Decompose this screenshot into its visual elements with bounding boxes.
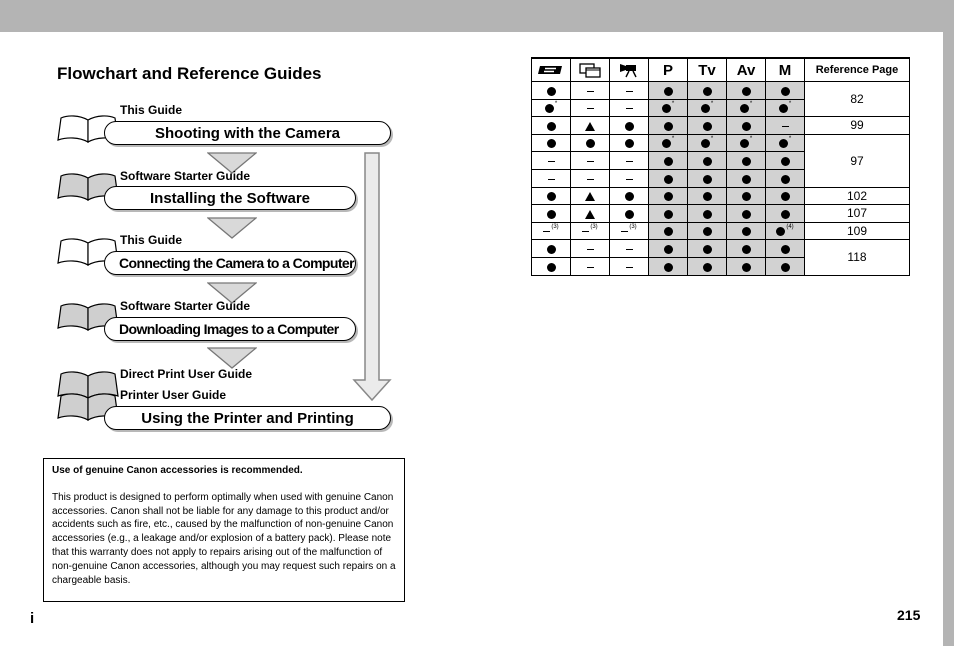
long-down-arrow <box>352 152 392 402</box>
table-cell <box>688 99 727 117</box>
table-cell <box>766 152 805 170</box>
mode-header <box>610 58 649 82</box>
table-cell <box>727 187 766 205</box>
table-row <box>532 134 910 152</box>
footnote-mark: * <box>788 136 792 143</box>
notice-body: This product is designed to perform optimally when used with genuine Canon accessories. Canon shall not be liable for any damage to this product and/or accidents such as fire, etc., caused by the malfunction of non-genuine Canon accessories (e.g., a leakage and/or explosion of a battery pack). Please note that this warranty does not apply to repairs arising out of the malfunction of non-genuine Canon accessories, although you may request such repairs on a chargeable basis. <box>52 491 396 586</box>
flow-step: Shooting with the Camera <box>104 121 391 145</box>
footnote-mark: * <box>671 100 675 107</box>
guide-label: This Guide <box>120 103 183 117</box>
available-dot-icon <box>625 122 634 131</box>
table-cell <box>688 187 727 205</box>
mode-letter: Tv <box>698 61 716 79</box>
table-cell <box>727 222 766 240</box>
available-dot-icon <box>701 139 710 148</box>
limited-triangle-icon <box>585 210 595 219</box>
reference-page-cell: 102 <box>805 187 910 205</box>
footnote-mark: * <box>710 100 714 107</box>
table-cell <box>766 240 805 258</box>
available-dot-icon <box>662 104 671 113</box>
page-title: Flowchart and Reference Guides <box>57 64 322 83</box>
table-row <box>532 187 910 205</box>
table-cell <box>649 117 688 135</box>
guide-label: Software Starter Guide <box>120 299 251 313</box>
available-dot-icon <box>742 192 751 201</box>
footnote-mark: * <box>788 100 792 107</box>
available-dot-icon <box>701 104 710 113</box>
available-dot-icon <box>703 87 712 96</box>
table-cell <box>766 187 805 205</box>
unavailable-dash-icon <box>587 161 594 162</box>
table-cell <box>610 257 649 275</box>
table-cell <box>532 240 571 258</box>
available-dot-icon <box>742 227 751 236</box>
table-cell <box>610 134 649 152</box>
available-dot-icon <box>742 263 751 272</box>
available-dot-icon <box>547 245 556 254</box>
available-dot-icon <box>664 157 673 166</box>
table-cell <box>688 169 727 187</box>
available-dot-icon <box>703 210 712 219</box>
available-dot-icon <box>742 175 751 184</box>
available-dot-icon <box>625 210 634 219</box>
available-dot-icon <box>703 157 712 166</box>
footnote-mark: (3) <box>590 224 598 231</box>
table-cell <box>610 152 649 170</box>
table-cell <box>649 240 688 258</box>
available-dot-icon <box>779 104 788 113</box>
limited-triangle-icon <box>585 122 595 131</box>
available-dot-icon <box>781 263 790 272</box>
available-dot-icon <box>664 245 673 254</box>
footnote-mark: * <box>749 136 753 143</box>
available-dot-icon <box>664 192 673 201</box>
unavailable-dash-icon <box>548 161 555 162</box>
table-cell <box>766 169 805 187</box>
table-cell <box>766 257 805 275</box>
available-dot-icon <box>664 210 673 219</box>
auto-mode-icon <box>537 62 565 76</box>
available-dot-icon <box>742 87 751 96</box>
unavailable-dash-icon <box>587 91 594 92</box>
table-cell <box>649 134 688 152</box>
reference-page-cell: 82 <box>805 82 910 117</box>
table-cell <box>610 205 649 223</box>
table-cell <box>727 117 766 135</box>
table-cell <box>727 99 766 117</box>
table-row <box>532 117 910 135</box>
unavailable-dash-icon <box>782 126 789 127</box>
table-cell <box>688 82 727 100</box>
available-dot-icon <box>781 87 790 96</box>
mode-header <box>649 58 688 82</box>
unavailable-dash-icon <box>626 249 633 250</box>
flow-step: Using the Printer and Printing <box>104 406 391 430</box>
available-dot-icon <box>740 104 749 113</box>
reference-page-cell: 99 <box>805 117 910 135</box>
page-letter: i <box>30 610 35 627</box>
table-cell <box>610 169 649 187</box>
flow-step: Connecting the Camera to a Computer <box>104 251 356 275</box>
table-cell <box>532 187 571 205</box>
table-cell <box>571 117 610 135</box>
table-cell <box>688 205 727 223</box>
table-cell <box>571 82 610 100</box>
available-dot-icon <box>742 122 751 131</box>
reference-table <box>531 57 910 276</box>
unavailable-dash-icon <box>626 161 633 162</box>
movie-icon <box>615 62 643 76</box>
available-dot-icon <box>547 87 556 96</box>
table-cell <box>688 117 727 135</box>
available-dot-icon <box>547 210 556 219</box>
available-dot-icon <box>740 139 749 148</box>
available-dot-icon <box>703 227 712 236</box>
available-dot-icon <box>703 245 712 254</box>
unavailable-dash-icon <box>626 91 633 92</box>
table-row <box>532 205 910 223</box>
footnote-mark: * <box>554 100 558 107</box>
table-cell <box>727 152 766 170</box>
table-cell <box>688 134 727 152</box>
table-cell <box>571 152 610 170</box>
table-cell <box>610 99 649 117</box>
table-cell <box>727 205 766 223</box>
footnote-mark: (4) <box>786 224 794 231</box>
table-cell <box>571 169 610 187</box>
table-cell <box>532 117 571 135</box>
table-cell <box>610 222 649 240</box>
table-cell <box>571 257 610 275</box>
footnote-mark: (3) <box>629 224 637 231</box>
table-cell <box>688 257 727 275</box>
table-cell <box>532 257 571 275</box>
table-cell <box>649 99 688 117</box>
unavailable-dash-icon <box>587 267 594 268</box>
available-dot-icon <box>742 245 751 254</box>
footnote-mark: * <box>749 100 753 107</box>
table-cell <box>610 240 649 258</box>
reference-page-cell: 118 <box>805 240 910 275</box>
unavailable-dash-icon <box>626 267 633 268</box>
mode-letter: P <box>662 61 673 79</box>
available-dot-icon <box>664 87 673 96</box>
table-cell <box>610 187 649 205</box>
reference-page-cell: 109 <box>805 222 910 240</box>
mode-header <box>532 58 571 82</box>
table-row <box>532 82 910 100</box>
available-dot-icon <box>625 192 634 201</box>
table-cell <box>532 99 571 117</box>
available-dot-icon <box>664 227 673 236</box>
unavailable-dash-icon <box>626 108 633 109</box>
table-cell <box>532 169 571 187</box>
unavailable-dash-icon <box>543 231 550 232</box>
table-row <box>532 240 910 258</box>
available-dot-icon <box>547 192 556 201</box>
table-header-row <box>532 58 910 82</box>
reference-page-header: Reference Page <box>805 58 910 82</box>
available-dot-icon <box>703 175 712 184</box>
guide-label: Printer User Guide <box>120 388 227 402</box>
stitch-assist-icon <box>576 62 604 76</box>
accessories-notice <box>43 458 405 602</box>
table-cell <box>649 257 688 275</box>
table-cell <box>571 187 610 205</box>
table-cell <box>649 222 688 240</box>
table-cell <box>688 222 727 240</box>
available-dot-icon <box>664 175 673 184</box>
available-dot-icon <box>664 263 673 272</box>
table-cell <box>571 99 610 117</box>
table-cell <box>571 222 610 240</box>
down-arrow-icon <box>207 347 257 369</box>
table-cell <box>649 152 688 170</box>
page-number: 215 <box>897 607 921 623</box>
table-cell <box>532 134 571 152</box>
available-dot-icon <box>742 210 751 219</box>
table-cell <box>766 134 805 152</box>
table-cell <box>571 240 610 258</box>
mode-header <box>727 58 766 82</box>
mode-header <box>766 58 805 82</box>
available-dot-icon <box>625 139 634 148</box>
mode-header <box>571 58 610 82</box>
notice-title: Use of genuine Canon accessories is recommended. <box>52 465 303 476</box>
table-cell <box>766 205 805 223</box>
mode-header <box>688 58 727 82</box>
available-dot-icon <box>779 139 788 148</box>
table-cell <box>532 152 571 170</box>
table-cell <box>649 187 688 205</box>
available-dot-icon <box>703 192 712 201</box>
guide-label: Direct Print User Guide <box>120 367 253 381</box>
table-cell <box>688 240 727 258</box>
available-dot-icon <box>664 122 673 131</box>
table-cell <box>727 257 766 275</box>
available-dot-icon <box>703 122 712 131</box>
footnote-mark: (3) <box>551 224 559 231</box>
table-cell <box>727 169 766 187</box>
available-dot-icon <box>742 157 751 166</box>
table-cell <box>532 82 571 100</box>
unavailable-dash-icon <box>548 179 555 180</box>
available-dot-icon <box>781 245 790 254</box>
unavailable-dash-icon <box>587 179 594 180</box>
table-cell <box>532 205 571 223</box>
table-cell <box>610 117 649 135</box>
available-dot-icon <box>781 175 790 184</box>
right-edge-bar <box>943 32 954 646</box>
unavailable-dash-icon <box>587 249 594 250</box>
reference-page-cell: 107 <box>805 205 910 223</box>
flow-step: Downloading Images to a Computer <box>104 317 356 341</box>
footnote-mark: * <box>710 136 714 143</box>
table-cell <box>649 205 688 223</box>
available-dot-icon <box>586 139 595 148</box>
table-cell <box>688 152 727 170</box>
available-dot-icon <box>547 139 556 148</box>
table-cell <box>532 222 571 240</box>
table-cell <box>727 82 766 100</box>
table-cell <box>571 205 610 223</box>
table-cell <box>766 82 805 100</box>
available-dot-icon <box>781 157 790 166</box>
table-cell <box>610 82 649 100</box>
table-cell <box>727 240 766 258</box>
down-arrow-icon <box>207 217 257 239</box>
available-dot-icon <box>547 263 556 272</box>
available-dot-icon <box>547 122 556 131</box>
available-dot-icon <box>703 263 712 272</box>
available-dot-icon <box>776 227 785 236</box>
unavailable-dash-icon <box>587 108 594 109</box>
guide-label: Software Starter Guide <box>120 169 251 183</box>
unavailable-dash-icon <box>621 231 628 232</box>
unavailable-dash-icon <box>582 231 589 232</box>
table-cell <box>766 117 805 135</box>
table-cell <box>571 134 610 152</box>
reference-page-cell: 97 <box>805 134 910 187</box>
table-cell <box>766 222 805 240</box>
flow-step: Installing the Software <box>104 186 356 210</box>
table-cell <box>649 169 688 187</box>
mode-letter: Av <box>736 61 756 79</box>
mode-letter: M <box>778 61 792 79</box>
table-cell <box>649 82 688 100</box>
guide-label: This Guide <box>120 233 183 247</box>
footnote-mark: * <box>671 136 675 143</box>
available-dot-icon <box>781 192 790 201</box>
available-dot-icon <box>781 210 790 219</box>
available-dot-icon <box>545 104 554 113</box>
limited-triangle-icon <box>585 192 595 201</box>
table-row <box>532 222 910 240</box>
available-dot-icon <box>662 139 671 148</box>
table-cell <box>766 99 805 117</box>
table-cell <box>727 134 766 152</box>
unavailable-dash-icon <box>626 179 633 180</box>
top-bar <box>0 0 954 32</box>
